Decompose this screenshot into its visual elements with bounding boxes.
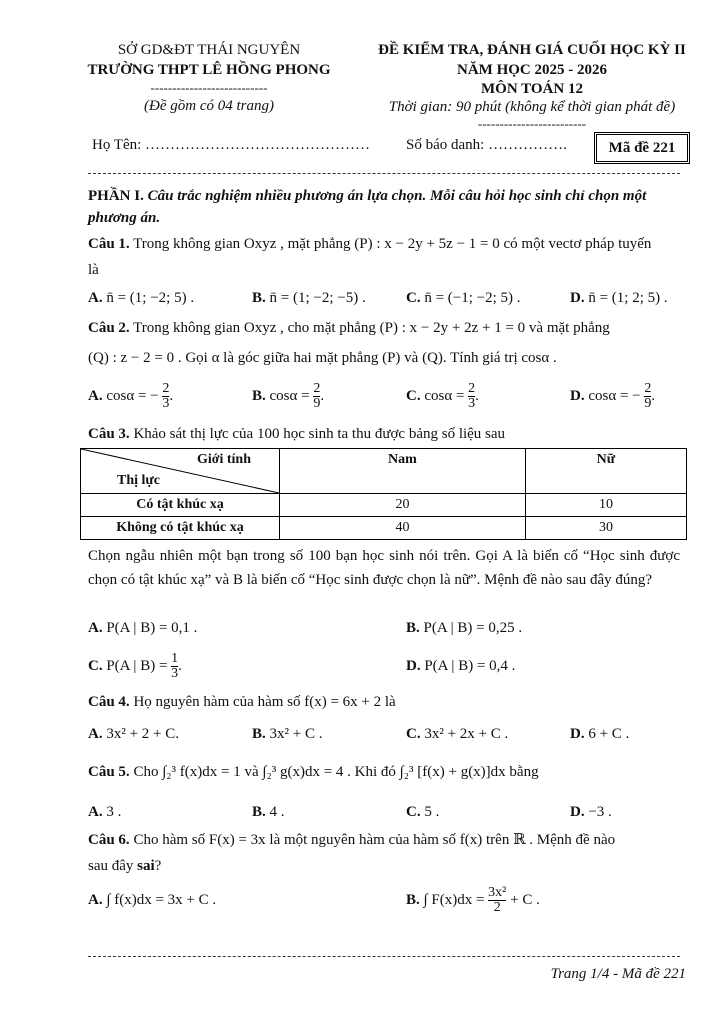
numerator: 1 [171, 651, 179, 666]
option-value: n̄ = (−1; −2; 5) . [424, 290, 521, 306]
q2-option-d[interactable]: D. cosα = − $\frac{2}{9}$ . [570, 381, 656, 411]
question-4 [88, 694, 396, 711]
numerator: 3x² [488, 885, 507, 900]
question-5 [88, 764, 539, 781]
q5-option-d[interactable] [570, 804, 612, 821]
department-name: SỞ GD&ĐT THÁI NGUYÊN [117, 42, 301, 58]
fraction [313, 382, 320, 411]
survey-table [80, 448, 687, 540]
option-value: −3 . [588, 804, 612, 820]
option-suffix: + C . [510, 891, 540, 908]
option-letter: C. [406, 804, 421, 820]
denominator: 2 [488, 900, 506, 915]
q6-option-a[interactable] [88, 892, 216, 909]
option-letter: B. [406, 891, 420, 908]
option-value: ∫ F(x)dx = [423, 891, 485, 908]
option-value: P(A | B) = 0,25 . [423, 620, 523, 636]
denominator: 3 [468, 396, 476, 411]
option-letter: A. [88, 804, 103, 820]
question-label: Câu 6. [88, 832, 130, 848]
row-label: Không có tật khúc xạ [81, 517, 280, 540]
page-count-note: (Đề gồm có 04 trang) [144, 98, 274, 114]
question-text: Cho ∫₂³ f(x)dx = 1 và ∫₂³ g(x)dx = 4 . Khi đó ∫₂³ [f(x) + g(x)]dx bằng [133, 764, 539, 780]
fraction [162, 382, 169, 411]
cell-nam: 40 [280, 517, 526, 540]
option-letter: D. [570, 804, 585, 820]
option-value: n̄ = (1; −2; −5) . [269, 290, 366, 306]
question-6-cont [88, 858, 161, 875]
option-value: cosα = [424, 387, 465, 404]
numerator: 2 [644, 381, 652, 396]
fraction [644, 382, 651, 411]
emphasis-word: sai [137, 858, 155, 874]
fraction [171, 652, 178, 681]
fraction [488, 886, 506, 915]
table-corner-cell [81, 449, 280, 494]
col-header-nam: Nam [280, 449, 526, 494]
option-value: cosα = − [588, 387, 641, 404]
q3-option-b[interactable] [406, 620, 522, 637]
question-text: Trong không gian Oxyz , cho mặt phẳng (P) : x − 2y + 2z + 1 = 0 và mặt phẳng [133, 320, 610, 336]
question-text: Khảo sát thị lực của 100 học sinh ta thu được bảng số liệu sau [133, 426, 506, 442]
cell-nu: 30 [525, 517, 686, 540]
option-letter: A. [88, 892, 103, 908]
exam-code-box: Mã đề 221 [594, 132, 690, 164]
question-label: Câu 3. [88, 426, 130, 442]
time-limit: Thời gian: 90 phút (không kể thời gian phát đề) [388, 99, 676, 115]
q1-option-b[interactable] [252, 290, 366, 307]
question-text: Cho hàm số F(x) = 3x là một nguyên hàm của hàm số f(x) trên ℝ . Mệnh đề nào [133, 832, 616, 848]
option-letter: A. [88, 726, 103, 742]
option-letter: B. [252, 804, 266, 820]
option-letter: B. [252, 726, 266, 742]
option-letter: C. [88, 657, 103, 674]
exam-title: ĐỀ KIỂM TRA, ĐÁNH GIÁ CUỐI HỌC KỲ II [378, 42, 686, 58]
question-label: Câu 1. [88, 236, 130, 252]
question-2 [88, 320, 610, 337]
option-letter: A. [88, 620, 103, 636]
numerator: 2 [162, 381, 170, 396]
option-value: n̄ = (1; −2; 5) . [106, 290, 195, 306]
option-value: ∫ f(x)dx = 3x + C . [106, 892, 217, 908]
question-label: Câu 4. [88, 694, 130, 710]
page-footer: Trang 1/4 - Mã đề 221 [550, 966, 686, 982]
numerator: 2 [313, 381, 321, 396]
question-6 [88, 830, 615, 849]
row-label: Có tật khúc xạ [81, 494, 280, 517]
student-name-field: Họ Tên: ……………………………………… [92, 137, 371, 153]
question-mark: ? [154, 858, 162, 874]
option-value: cosα = [269, 387, 310, 404]
denominator: 9 [313, 396, 321, 411]
footer-divider [88, 956, 680, 957]
subject: MÔN TOÁN 12 [481, 81, 583, 97]
option-letter: C. [406, 387, 421, 404]
q5-option-b[interactable] [252, 804, 285, 821]
numerator: 2 [468, 381, 476, 396]
option-letter: B. [252, 290, 266, 306]
question-label: Câu 2. [88, 320, 130, 336]
question-text: Trong không gian Oxyz , mặt phẳng (P) : x − 2y + 5z − 1 = 0 có một vectơ pháp tuyến [133, 236, 652, 252]
option-value: 5 . [424, 804, 440, 820]
q4-option-a[interactable] [88, 726, 179, 743]
option-letter: D. [406, 658, 421, 674]
q4-option-c[interactable] [406, 726, 508, 743]
option-letter: C. [406, 726, 421, 742]
question-text: Họ nguyên hàm của hàm số f(x) = 6x + 2 là [133, 694, 396, 710]
question-1 [88, 236, 651, 253]
option-letter: C. [406, 290, 421, 306]
school-year: NĂM HỌC 2025 - 2026 [457, 62, 607, 78]
question-3-cont: Chọn ngẫu nhiên một bạn trong số 100 bạn học sinh nói trên. Gọi A là biến cố “Học sinh được chọn có tật khúc xạ” và B là biến cố “Học sinh được chọn là nữ”. Mệnh đề nào sau đây đúng? [88, 548, 680, 588]
q3-option-d[interactable] [406, 658, 515, 675]
option-letter: D. [570, 387, 585, 404]
q1-option-c[interactable] [406, 290, 521, 307]
part1-title: PHẦN I. [88, 188, 144, 204]
q2-option-a[interactable]: A. cosα = − $\frac{2}{3}$ . [88, 381, 174, 411]
option-value: P(A | B) = [106, 657, 168, 674]
q5-option-c[interactable] [406, 804, 439, 821]
option-value: P(A | B) = 0,1 . [106, 620, 198, 636]
divider [88, 173, 680, 174]
option-letter: B. [406, 620, 420, 636]
table-header-row [81, 449, 687, 494]
denominator: 3 [171, 666, 179, 681]
option-value: 4 . [269, 804, 285, 820]
option-letter: A. [88, 290, 103, 306]
option-letter: D. [570, 726, 585, 742]
q3-option-c[interactable]: C. P(A | B) = $\frac{1}{3}$ . [88, 651, 182, 681]
option-value: cosα = − [106, 387, 159, 404]
question-label: Câu 5. [88, 764, 130, 780]
q3-option-a[interactable] [88, 620, 197, 637]
denominator: 9 [644, 396, 652, 411]
question-text: sau đây [88, 858, 138, 874]
option-value: 3x² + 2x + C . [424, 726, 509, 742]
option-value: P(A | B) = 0,4 . [424, 658, 516, 674]
option-value: 3 . [106, 804, 122, 820]
q1-option-d[interactable] [570, 290, 668, 307]
option-value: n̄ = (1; 2; 5) . [588, 290, 668, 306]
option-value: 3x² + 2 + C. [106, 726, 180, 742]
denominator: 3 [162, 396, 170, 411]
q1-option-a[interactable] [88, 290, 194, 307]
table-row [81, 494, 687, 517]
q4-option-d[interactable] [570, 726, 629, 743]
part1-desc: Câu trắc nghiệm nhiều phương án lựa chọn. Mỗi câu hỏi học sinh chỉ chọn một [147, 188, 647, 204]
option-letter: A. [88, 387, 103, 404]
q5-option-a[interactable] [88, 804, 121, 821]
option-letter: D. [570, 290, 585, 306]
question-2-cont: (Q) : z − 2 = 0 . Gọi α là góc giữa hai mặt phẳng (P) và (Q). Tính giá trị cosα . [88, 350, 557, 366]
option-value: 6 + C . [588, 726, 630, 742]
right-separator: ------------------------- [477, 116, 587, 131]
question-1-cont: là [88, 262, 99, 278]
fraction [468, 382, 475, 411]
q2-option-b[interactable]: B. cosα = $\frac{2}{9}$ . [252, 381, 325, 411]
cell-nam: 20 [280, 494, 526, 517]
cell-nu: 10 [525, 494, 686, 517]
student-id-field: Số báo danh: ……………. [406, 137, 567, 153]
option-value: 3x² + C . [269, 726, 323, 742]
col-header-nu: Nữ [525, 449, 686, 494]
part1-desc-cont: phương án. [88, 210, 161, 226]
q4-option-b[interactable] [252, 726, 322, 743]
table-row [81, 517, 687, 540]
school-name: TRƯỜNG THPT LÊ HỒNG PHONG [87, 62, 331, 78]
q6-option-b[interactable] [406, 886, 540, 915]
part1-heading [88, 188, 646, 205]
corner-top-label: Giới tính [196, 452, 251, 467]
q2-option-c[interactable]: C. cosα = $\frac{2}{3}$ . [406, 381, 479, 411]
left-separator: --------------------------- [150, 80, 268, 95]
option-letter: B. [252, 387, 266, 404]
corner-bottom-label: Thị lực [117, 473, 161, 488]
question-3 [88, 426, 505, 443]
